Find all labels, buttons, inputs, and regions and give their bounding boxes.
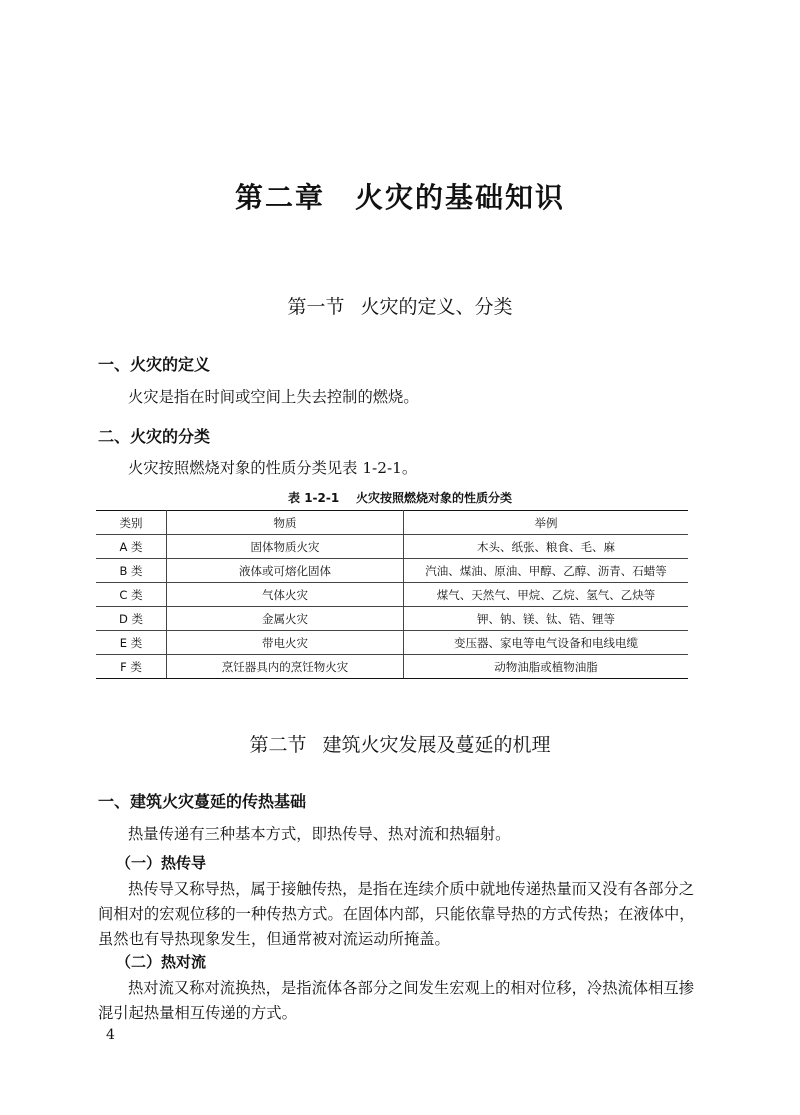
section-1-title-text: 火灾的定义、分类 [360,296,513,318]
table-row [96,583,688,607]
section-2-title [0,730,800,757]
table-header-row [96,511,688,535]
cell-substance: 液体或可熔化固体 [167,559,404,583]
cell-substance: 金属火灾 [167,607,404,631]
table-caption [0,489,800,506]
convection-paragraph: 热对流又称对流换热，是指流体各部分之间发生宏观上的相对位移，冷热流体相互掺混引起热量相互传递的方式。 [98,979,694,1022]
cell-substance: 烹饪器具内的烹饪物火灾 [167,655,404,679]
fire-classification-paragraph: 火灾按照燃烧对象的性质分类见表 1-2-1。 [128,459,418,477]
cell-substance: 带电火灾 [167,631,404,655]
section-2-number: 第二节 [249,734,307,756]
header-substance: 物质 [167,511,404,535]
heading-fire-classification: 二、火灾的分类 [98,427,211,446]
page-number: 4 [106,1027,115,1043]
subheading-convection: （二）热对流 [116,953,207,971]
table-row [96,535,688,559]
table-row [96,631,688,655]
cell-category: F 类 [96,655,167,679]
heading-fire-definition: 一、火灾的定义 [98,355,211,374]
cell-category: B 类 [96,559,167,583]
section-1-number: 第一节 [287,296,345,318]
cell-examples: 钾、钠、镁、钛、锆、锂等 [404,607,689,631]
cell-category: C 类 [96,583,167,607]
cell-category: D 类 [96,607,167,631]
cell-examples: 木头、纸张、粮食、毛、麻 [404,535,689,559]
conduction-paragraph: 热传导又称导热，属于接触传热，是指在连续介质中就地传递热量而又没有各部分之间相对的宏观位移的一种传热方式。在固体内部，只能依靠导热的方式传热；在液体中，虽然也有导热现象发生，但通常被对流运动所掩盖。 [98,880,695,948]
cell-category: A 类 [96,535,167,559]
cell-examples: 煤气、天然气、甲烷、乙烷、氢气、乙炔等 [404,583,689,607]
table-row [96,655,688,679]
fire-classification-table [96,510,688,679]
table-row [96,559,688,583]
fire-definition-paragraph: 火灾是指在时间或空间上失去控制的燃烧。 [128,388,419,406]
header-examples: 举例 [404,511,689,535]
cell-substance: 固体物质火灾 [167,535,404,559]
header-category: 类别 [96,511,167,535]
cell-category: E 类 [96,631,167,655]
subheading-conduction: （一）热传导 [116,854,207,872]
table-caption-title: 火灾按照燃烧对象的性质分类 [355,491,512,505]
cell-substance: 气体火灾 [167,583,404,607]
chapter-title: 第二章 火灾的基础知识 [234,181,565,214]
cell-examples: 动物油脂或植物油脂 [404,655,689,679]
cell-examples: 汽油、煤油、原油、甲醇、乙醇、沥青、石蜡等 [404,559,689,583]
section-1-title [0,292,800,319]
heading-heat-transfer-basics: 一、建筑火灾蔓延的传热基础 [98,792,307,811]
cell-examples: 变压器、家电等电气设备和电线电缆 [404,631,689,655]
table-caption-number: 表 1-2-1 [288,491,340,505]
table-row [96,607,688,631]
section-2-title-text: 建筑火灾发展及蔓延的机理 [322,734,551,756]
heat-transfer-paragraph: 热量传递有三种基本方式，即热传导、热对流和热辐射。 [128,825,511,843]
